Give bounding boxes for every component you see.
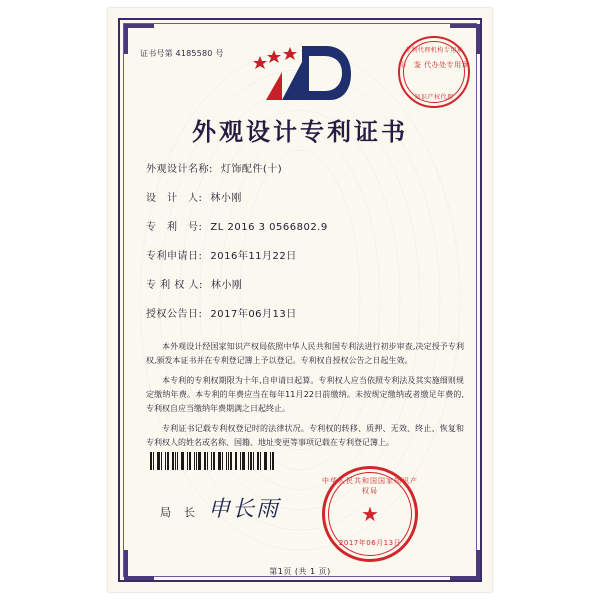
page-footer: 第1页 (共 1 页) xyxy=(269,567,331,576)
stamp-arc-bottom-text: 知识产权代理 xyxy=(414,94,454,101)
field-row-grant-date xyxy=(146,305,466,320)
star-icon: ★ xyxy=(361,502,379,526)
field-label: 外观设计名称: xyxy=(146,164,213,175)
field-value: 林小刚 xyxy=(210,193,242,204)
legal-paragraph-3: 专利证书记载专利权登记时的法律状况。专利权的转移、质押、无效、终止、恢复和专利权人的姓名或名称、国籍、地址变更等事项记载在专利登记簿上。 xyxy=(146,424,464,447)
director-signature-row xyxy=(160,492,280,523)
field-row-application-date xyxy=(146,247,466,262)
agency-red-stamp xyxy=(398,36,470,108)
legal-paragraph-2: 本专利的专利权期限为十年,自申请日起算。专利权人应当依照专利法及其实施细则规定缴纳年费。本专利的年费应当在每年11月22日前缴纳。未按规定缴纳或者缴足年费的,专利权自应当缴纳年费期满之日起终止。 xyxy=(146,376,464,413)
seal-date: 2017年06月13日 xyxy=(338,539,402,547)
field-label: 设 计 人: xyxy=(146,193,203,204)
field-row-designer xyxy=(146,189,466,204)
field-value: 灯饰配件(十) xyxy=(220,164,283,175)
field-value: ZL 2016 3 0566802.9 xyxy=(210,222,328,233)
stamp-center-text: 印 鉴 代办处专用章 xyxy=(398,61,470,69)
director-label: 局 长 xyxy=(160,506,196,519)
barcode xyxy=(150,452,276,470)
director-signature: 申长雨 xyxy=(208,497,281,522)
field-label: 授权公告日: xyxy=(146,309,203,320)
field-label: 专 利 权 人: xyxy=(146,280,203,291)
field-row-patentee xyxy=(146,276,466,291)
national-red-seal xyxy=(322,466,418,562)
legal-text xyxy=(146,340,464,456)
page-title: 外观设计专利证书 xyxy=(192,118,408,146)
stamp-arc-top-text: 专利代理机构专用章 xyxy=(404,47,464,54)
field-row-patent-number xyxy=(146,218,466,233)
field-list xyxy=(146,160,466,334)
certificate-number: 证书号第 4185580 号 xyxy=(140,49,224,58)
seal-arc-text: 中华人民共和国国家知识产权局 xyxy=(322,477,418,495)
field-value: 2017年06月13日 xyxy=(210,309,297,320)
field-value: 2016年11月22日 xyxy=(210,251,297,262)
legal-paragraph-1: 本外观设计经国家知识产权局依照中华人民共和国专利法进行初步审查,决定授予专利权,颁发本证书并在专利登记簿上予以登记。专利权自授权公告之日起生效。 xyxy=(146,342,464,365)
field-row-design-name xyxy=(146,160,466,175)
field-value: 林小刚 xyxy=(210,280,243,291)
field-label: 专 利 号: xyxy=(146,222,203,233)
field-label: 专利申请日: xyxy=(146,251,203,262)
cnipa-logo xyxy=(252,42,352,104)
